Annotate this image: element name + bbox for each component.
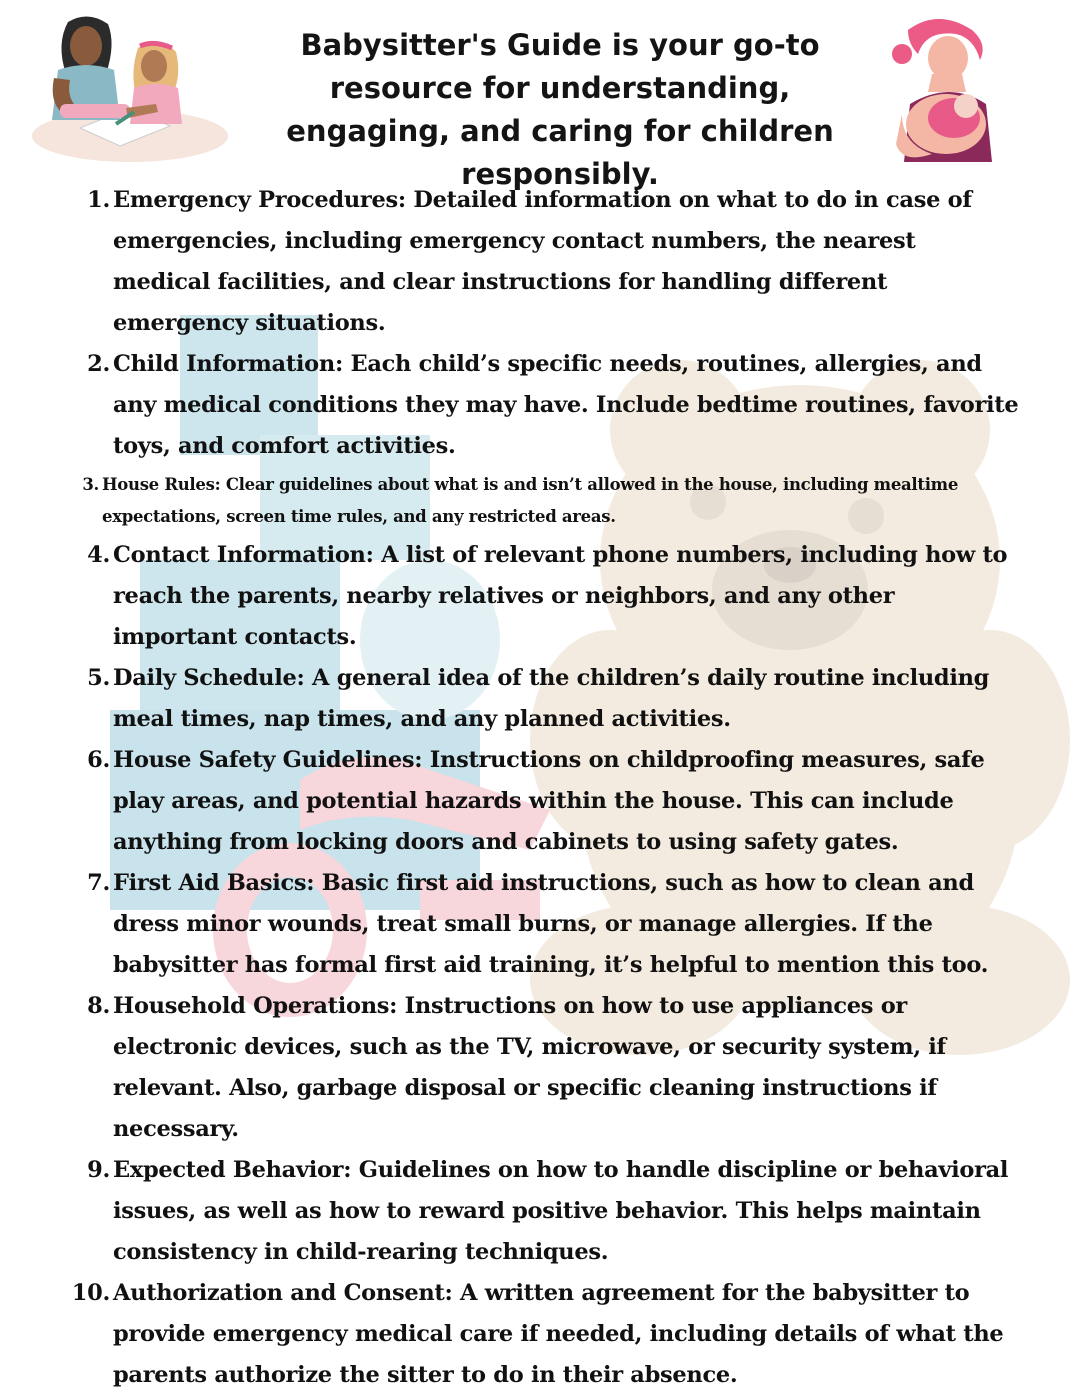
list-item-text: First Aid Basics: Basic first aid instructions, such as how to clean and dress minor wounds, treat small burns, or manage allergies. If the babysitter has formal first aid training, it’s helpful to mention this too. — [113, 870, 989, 978]
mother-daughter-drawing-illustration — [30, 8, 230, 168]
page-title: Babysitter's Guide is your go-to resource for understanding, engaging, and caring for children responsibly. — [286, 28, 834, 191]
list-item-number: 8. — [87, 993, 110, 1019]
list-item-number: 1. — [87, 187, 110, 213]
list-item-text: Household Operations: Instructions on how to use appliances or electronic devices, such as the TV, microwave, or security system, if relevant. Also, garbage disposal or specific cleaning instructions if necessary. — [113, 993, 946, 1142]
guide-list — [0, 180, 1080, 1396]
list-item — [0, 180, 1080, 344]
list-item-number: 3. — [82, 475, 99, 494]
woman-holding-baby-illustration — [888, 14, 998, 162]
list-item-number: 5. — [87, 665, 110, 691]
list-item-number: 6. — [87, 747, 110, 773]
list-item — [0, 469, 1080, 533]
list-item-number: 4. — [87, 542, 110, 568]
list-item — [0, 535, 1080, 658]
list-item-text: Child Information: Each child’s specific needs, routines, allergies, and any medical conditions they may have. Include bedtime routines, favorite toys, and comfort activities. — [113, 351, 1019, 459]
list-item-text: Authorization and Consent: A written agreement for the babysitter to provide emergency medical care if needed, including details of what the parents authorize the sitter to do in their absence. — [113, 1280, 1004, 1388]
list-item-text: Emergency Procedures: Detailed information on what to do in case of emergencies, including emergency contact numbers, the nearest medical facilities, and clear instructions for handling different emergency situations. — [113, 187, 972, 336]
list-item-number: 10. — [71, 1280, 110, 1306]
list-item — [0, 986, 1080, 1150]
list-item — [0, 344, 1080, 467]
list-item — [0, 1273, 1080, 1396]
list-item — [0, 1150, 1080, 1273]
list-item-number: 9. — [87, 1157, 110, 1183]
list-item-text: Contact Information: A list of relevant phone numbers, including how to reach the parents, nearby relatives or neighbors, and any other important contacts. — [113, 542, 1008, 650]
list-item-text: Daily Schedule: A general idea of the children’s daily routine including meal times, nap times, and any planned activities. — [113, 665, 990, 732]
list-item-number: 7. — [87, 870, 110, 896]
list-item — [0, 740, 1080, 863]
list-item-text: Expected Behavior: Guidelines on how to handle discipline or behavioral issues, as well as how to reward positive behavior. This helps maintain consistency in child-rearing techniques. — [113, 1157, 1009, 1265]
list-item-text: House Rules: Clear guidelines about what is and isn’t allowed in the house, including mealtime expectations, screen time rules, and any restricted areas. — [102, 475, 959, 526]
list-item-number: 2. — [87, 351, 110, 377]
list-item-text: House Safety Guidelines: Instructions on childproofing measures, safe play areas, and potential hazards within the house. This can include anything from locking doors and cabinets to using safety gates. — [113, 747, 985, 855]
list-item — [0, 658, 1080, 740]
list-item — [0, 863, 1080, 986]
